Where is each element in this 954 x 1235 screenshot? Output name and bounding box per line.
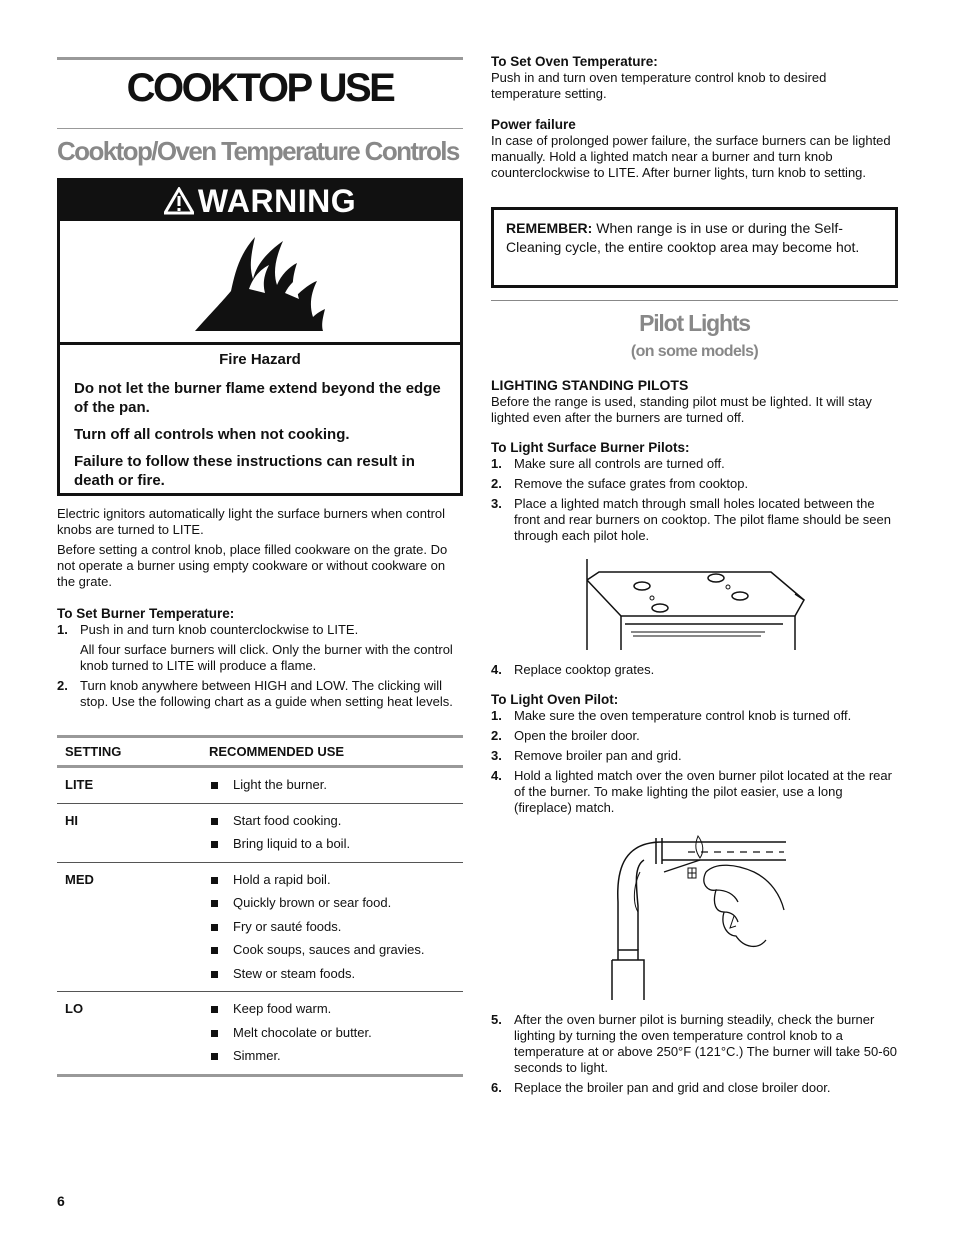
list-item: 1. Make sure the oven temperature control knob is turned off. [491, 708, 852, 723]
list-item: 5. After the oven burner pilot is burning steadily, check the burner lighting by turning the oven temperature control knob to a temperature at or above 250°F (121°C.) The burner will take 50-60 seconds to light. [491, 1012, 898, 1075]
burner-temp-steps [57, 622, 463, 710]
use-item: Fry or sauté foods. [209, 915, 463, 939]
bullet-square-icon [211, 1030, 218, 1037]
table-header [57, 735, 463, 768]
step-text: Turn knob anywhere between HIGH and LOW. The clicking will stop. Use the following chart as a guide when setting heat levels. [80, 678, 453, 709]
surface-pilot-steps [491, 456, 898, 544]
oven-pilot-illustration [604, 832, 788, 1000]
setting-cell: MED [65, 871, 94, 887]
list-item: 1. Make sure all controls are turned off. [491, 456, 725, 471]
header-recommended-use: RECOMMENDED USE [209, 744, 345, 759]
title-bottom-rule [57, 128, 463, 129]
page-number: 6 [57, 1193, 65, 1209]
use-item: Quickly brown or sear food. [209, 891, 463, 915]
list-item [57, 678, 463, 710]
section-title-controls: Cooktop/Oven Temperature Controls [57, 136, 459, 166]
title-top-rule [57, 57, 463, 60]
controls-intro [57, 506, 463, 714]
power-failure-heading: Power failure [491, 117, 576, 132]
step-text: Push in and turn knob counterclockwise to LITE. [80, 622, 359, 637]
oven-pilot-heading: To Light Oven Pilot: [491, 692, 619, 707]
table-row [57, 804, 463, 863]
oven-pilot-instructions-cont [491, 1012, 898, 1100]
surface-pilots-heading: To Light Surface Burner Pilots: [491, 440, 690, 455]
remember-label: REMEMBER: [506, 220, 593, 236]
warning-triangle-icon [164, 187, 194, 215]
bullet-square-icon [211, 947, 218, 954]
burner-temp-heading: To Set Burner Temperature: [57, 606, 235, 621]
remember-box [491, 207, 898, 288]
setting-cell: HI [65, 812, 78, 828]
settings-table [57, 735, 463, 1077]
list-item: 4. Replace cooktop grates. [491, 662, 655, 677]
setting-cell: LO [65, 1001, 84, 1016]
use-item: Hold a rapid boil. [209, 868, 463, 892]
warning-line: Do not let the burner flame extend beyond the edge of the pan. [74, 380, 441, 416]
warning-hazard: Fire Hazard [219, 351, 301, 368]
intro-paragraph: Electric ignitors automatically light the surface burners when control knobs are turned to LITE. [57, 506, 446, 537]
list-item: 6. Replace the broiler pan and grid and close broiler door. [491, 1080, 831, 1095]
fire-icon [191, 233, 331, 333]
oven-pilot-instructions [491, 662, 898, 820]
oven-temp-text: Push in and turn oven temperature control knob to desired temperature setting. [491, 70, 827, 101]
warning-label: WARNING [197, 182, 357, 219]
fire-picture [60, 221, 460, 345]
use-item: Melt chocolate or butter. [209, 1021, 463, 1045]
warning-box [57, 178, 463, 496]
bullet-square-icon [211, 1053, 218, 1060]
warning-line: Failure to follow these instructions can result in death or fire. [74, 453, 415, 489]
power-failure-text: In case of prolonged power failure, the surface burners can be lighted manually. Hold a lighted match near a burner and turn knob counterclockwise to LITE. After burner lights, turn knob to setting. [491, 133, 891, 180]
list-item: 4. Hold a lighted match over the oven burner pilot located at the rear of the burner. To make lighting the pilot easier, use a long (fireplace) match. [491, 768, 892, 815]
list-item: 2. Remove the suface grates from cooktop. [491, 476, 749, 491]
table-row [57, 768, 463, 804]
bullet-square-icon [211, 924, 218, 931]
oven-pilot-steps [491, 708, 898, 816]
warning-line: Turn off all controls when not cooking. [74, 426, 350, 443]
list-item: 2. Open the broiler door. [491, 728, 640, 743]
use-item: Keep food warm. [209, 997, 463, 1021]
use-item: Start food cooking. [209, 809, 463, 833]
list-item: 3. Remove broiler pan and grid. [491, 748, 682, 763]
bullet-square-icon [211, 818, 218, 825]
oven-controls [491, 53, 898, 185]
pilot-subtitle: (on some models) [630, 343, 759, 360]
use-item: Stew or steam foods. [209, 962, 463, 986]
bullet-square-icon [211, 971, 218, 978]
bullet-square-icon [211, 1006, 218, 1013]
remember-text: When range is in use or during the Self-Cleaning cycle, the entire cooktop area may become hot. [506, 220, 860, 255]
list-item: 3. Place a lighted match through small holes located between the front and rear burners on cooktop. The pilot flame should be seen through each pilot hole. [491, 496, 891, 543]
surface-pilot-steps-cont [491, 662, 898, 678]
step-number: 1. [57, 622, 68, 637]
bullet-square-icon [211, 782, 218, 789]
warning-header [60, 181, 460, 221]
step-number: 2. [57, 678, 68, 693]
pilot-section-rule [491, 300, 898, 301]
bullet-square-icon [211, 900, 218, 907]
use-item: Light the burner. [209, 773, 463, 797]
list-item [57, 622, 463, 674]
header-setting: SETTING [65, 744, 122, 759]
section-title-pilots: Pilot Lights [639, 310, 750, 336]
use-item: Cook soups, sauces and gravies. [209, 938, 463, 962]
table-row [57, 992, 463, 1077]
oven-pilot-steps-cont [491, 1012, 898, 1096]
use-item: Simmer. [209, 1044, 463, 1068]
oven-temp-heading: To Set Oven Temperature: [491, 54, 658, 69]
step-note: All four surface burners will click. Only the burner with the control knob turned to LITE will produce a flame. [80, 642, 453, 673]
setting-cell: LITE [65, 777, 94, 792]
pilot-instructions [491, 377, 898, 548]
cooktop-illustration [585, 558, 807, 652]
bullet-square-icon [211, 877, 218, 884]
standing-pilots-heading: LIGHTING STANDING PILOTS [491, 377, 689, 393]
page-title: COOKTOP USE [126, 66, 394, 110]
intro-paragraph: Before setting a control knob, place filled cookware on the grate. Do not operate a burner using empty cookware or without cookware on the grate. [57, 542, 448, 589]
use-item: Bring liquid to a boil. [209, 832, 463, 856]
standing-pilots-text: Before the range is used, standing pilot must be lighted. It will stay lighted even after the burners are turned off. [491, 394, 872, 425]
table-row [57, 863, 463, 993]
bullet-square-icon [211, 841, 218, 848]
